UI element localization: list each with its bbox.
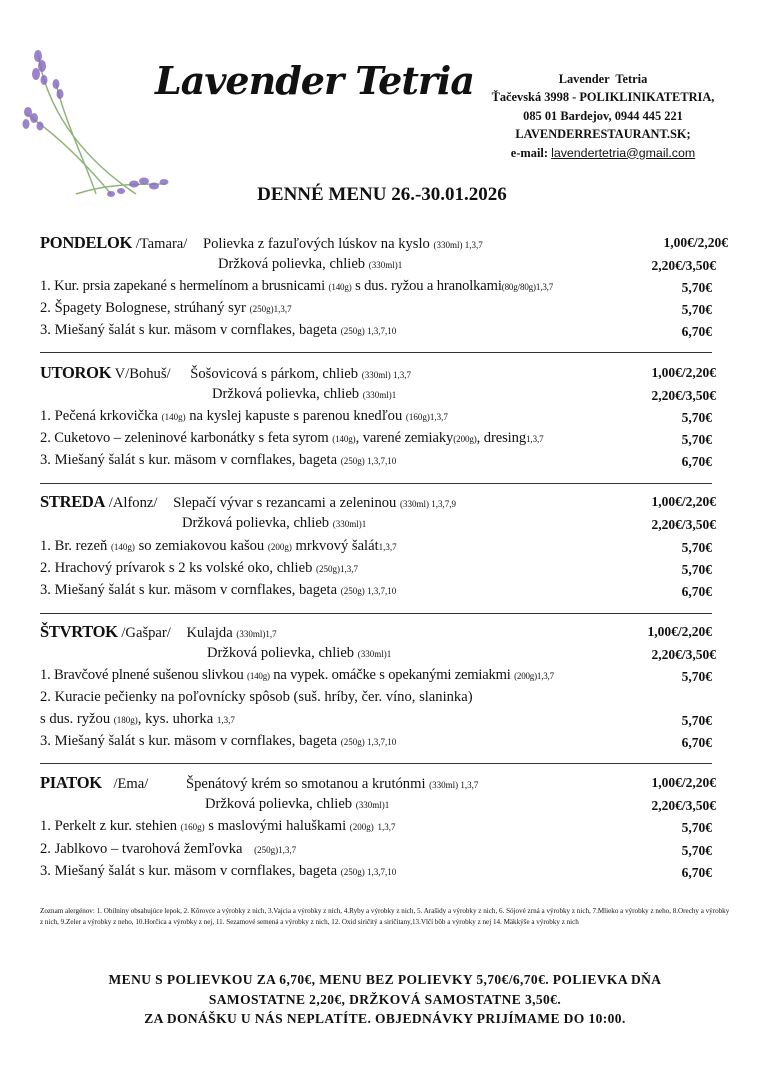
soup-text: Držková polievka, chlieb	[205, 796, 353, 812]
item-price: 6,70€	[681, 735, 712, 750]
contact-web: LAVENDERRESTAURANT.SK;	[515, 127, 691, 142]
soup-price: 1,00€/2,20€	[651, 775, 716, 790]
item-note: (180g)	[113, 715, 138, 725]
item-price: 5,70€	[681, 713, 712, 728]
footer-line: ZA DONÁŠKU U NÁS NEPLATÍTE. OBJEDNÁVKY PRIJÍMAME DO 10:00.	[144, 1011, 626, 1026]
item-text: 1. Br. rezeň	[40, 538, 108, 554]
contact-block	[478, 70, 728, 162]
soup-text: Polievka z fazuľových lúskov na kyslo	[203, 236, 430, 252]
item-note: (140g)	[247, 671, 270, 681]
contact-name: Lavender Tetria	[558, 72, 648, 86]
item-note: (250g) 1,3,7,10	[340, 456, 397, 466]
menu-item	[40, 408, 448, 425]
email-label: e-mail:	[510, 145, 548, 160]
soup-price: 2,20€/3,50€	[651, 798, 716, 813]
item-text: 1. Bravčové plnené sušenou slivkou	[40, 667, 244, 683]
soup-text: Kulajda	[186, 625, 233, 641]
day-name: ŠTVRTOK	[40, 622, 118, 641]
allergen-list: Zoznam alergénov: 1. Obilniny obsahujúce lepok, 2. Kôrovce a výrobky z nich, 3.Vajcia a výrobky z nich, 4.Ryby a výrobky z nich, 5. Arašidy a výrobky z nich, 6. Sójové zrná a výrobky z nich, 7.Mlieko a výrobky z neho, 8.Orechy a výrobky z nich, 9.Zeler a výrobky z neho, 10.Horčica a výrobky z nej, 11. Sezamové semená a výrobky z nich, 12. Oxid siričitý a siričitany,13.Vlčí bôb a výrobky z nej 14. Mäkkýše a výrobky z nich	[40, 907, 730, 926]
soup-note: (330ml) 1,3,7	[433, 240, 483, 250]
menu-item	[40, 689, 473, 706]
item-text: na kyslej kapuste s parenou knedľou	[185, 408, 403, 424]
menu-item	[40, 582, 396, 599]
item-note: (250g) 1,3,7,10	[340, 737, 397, 747]
item-text: 2. Kuracie pečienky na poľovnícky spôsob (suš. hríby, čer. víno, slaninka)	[40, 689, 473, 705]
day-name: STREDA	[40, 492, 106, 511]
item-text: 1. Pečená krkovička	[40, 408, 158, 424]
thursday-soup2-row	[207, 645, 391, 662]
item-note: (200g)	[267, 542, 292, 552]
day-name: PIATOK	[40, 773, 102, 792]
item-price: 6,70€	[681, 584, 712, 599]
soup-price: 1,00€/2,20€	[663, 235, 728, 250]
contact-city-phone: 085 01 Bardejov, 0944 445 221	[523, 108, 683, 123]
item-note: (160g)1,3,7	[405, 412, 448, 422]
wednesday-soup1-row	[40, 492, 456, 512]
item-price: 6,70€	[681, 454, 712, 469]
item-note: (200g)	[349, 822, 374, 832]
nameday: V/Bohuš/	[114, 366, 171, 382]
item-note: 1,3,7	[216, 715, 235, 725]
soup-price: 1,00€/2,20€	[647, 624, 712, 639]
friday-soup1-row	[40, 773, 478, 793]
item-price: 5,70€	[681, 562, 712, 577]
menu-item	[40, 278, 553, 295]
day-name: UTOROK	[40, 363, 112, 382]
menu-item	[40, 733, 396, 750]
contact-address: Ťačevská 3998 - POLIKLINIKATETRIA,	[491, 90, 715, 105]
contact-email-line	[478, 144, 728, 162]
soup-text: Slepačí vývar s rezancami a zeleninou	[173, 495, 397, 511]
lavender-illustration	[16, 44, 176, 204]
item-text: so zemiakovou kašou	[134, 538, 265, 554]
footer-line: SAMOSTATNE 2,20€, DRŽKOVÁ SAMOSTATNE 3,50€.	[208, 991, 562, 1007]
item-text: mrkvový šalát	[291, 538, 379, 554]
item-text: , varené zemiaky	[355, 430, 454, 446]
item-text: s maslovými haluškami	[204, 818, 347, 834]
item-text: 3. Miešaný šalát s kur. mäsom v cornflakes, bageta	[40, 452, 338, 468]
soup-note: (330ml)1	[357, 649, 392, 659]
item-note: (200g)	[453, 434, 477, 444]
item-price: 5,70€	[681, 302, 712, 317]
item-price: 6,70€	[681, 865, 712, 880]
item-note: (140g)	[161, 412, 186, 422]
soup-price: 2,20€/3,50€	[651, 388, 716, 403]
item-price: 5,70€	[681, 280, 712, 295]
item-note: (250g) 1,3,7,10	[340, 867, 397, 877]
menu-item	[40, 560, 358, 577]
divider	[40, 763, 712, 764]
nameday: /Alfonz/	[108, 495, 158, 511]
soup-text: Šošovicová s párkom, chlieb	[190, 366, 359, 382]
item-note: (200g)1,3,7	[514, 671, 554, 681]
soup-text: Špenátový krém so smotanou a krutónmi	[185, 776, 426, 792]
footer-notice	[40, 970, 730, 1029]
monday-soup2-row	[218, 256, 402, 273]
tuesday-soup1-row	[40, 363, 411, 383]
item-price: 6,70€	[681, 324, 712, 339]
soup-note: (330ml) 1,3,7	[361, 370, 411, 380]
soup-note: (330ml)1	[332, 519, 367, 529]
divider	[40, 483, 712, 484]
friday-soup2-row	[205, 796, 389, 813]
item-text: 3. Miešaný šalát s kur. mäsom v cornflakes, bageta	[40, 322, 338, 338]
tuesday-soup2-row	[212, 386, 396, 403]
menu-item	[40, 300, 292, 317]
menu-item	[40, 841, 296, 858]
nameday: /Ema/	[113, 776, 149, 792]
item-text: 2. Hrachový prívarok s 2 ks volské oko, chlieb	[40, 560, 313, 576]
item-price: 5,70€	[681, 843, 712, 858]
restaurant-logo: Lavender Tetria	[155, 58, 474, 103]
item-note: (80g/80g)1,3,7	[501, 282, 554, 292]
item-note: (250g)1,3,7	[316, 564, 359, 574]
soup-text: Držková polievka, chlieb	[212, 386, 360, 402]
item-text: 2. Cuketovo – zeleninové karbonátky s feta syrom	[40, 430, 329, 446]
soup-note: (330ml)1,7	[236, 629, 277, 639]
item-price: 5,70€	[681, 432, 712, 447]
wednesday-soup2-row	[182, 515, 366, 532]
soup-price: 2,20€/3,50€	[651, 258, 716, 273]
item-text: s dus. ryžou	[40, 711, 111, 727]
item-price: 5,70€	[681, 410, 712, 425]
item-text: 3. Miešaný šalát s kur. mäsom v cornflakes, bageta	[40, 582, 338, 598]
soup-note: (330ml)1	[355, 800, 390, 810]
nameday: /Gašpar/	[121, 625, 171, 641]
soup-text: Držková polievka, chlieb	[182, 515, 330, 531]
soup-price: 1,00€/2,20€	[651, 365, 716, 380]
monday-soup1-row	[40, 233, 483, 253]
item-note: 1,3,7	[378, 542, 397, 552]
email-link[interactable]: lavendertetria@gmail.com	[551, 145, 696, 160]
item-text: 3. Miešaný šalát s kur. mäsom v cornflakes, bageta	[40, 733, 338, 749]
soup-note: (330ml) 1,3,7,9	[400, 499, 457, 509]
item-note: (250g) 1,3,7,10	[340, 326, 397, 336]
menu-item	[40, 863, 396, 880]
item-price: 5,70€	[681, 669, 712, 684]
soup-note: (330ml) 1,3,7	[429, 780, 479, 790]
nameday: /Tamara/	[135, 236, 188, 252]
divider	[40, 352, 712, 353]
item-price: 5,70€	[681, 820, 712, 835]
item-text: 1. Kur. prsia zapekané s hermelínom a brusnicami	[40, 278, 325, 294]
item-text: , dresing	[476, 430, 527, 446]
item-text: 1. Perkelt z kur. stehien	[40, 818, 177, 834]
item-text: s dus. ryžou a hranolkami	[351, 278, 502, 294]
item-note: (140g)	[332, 434, 356, 444]
item-note: (140g)	[328, 282, 352, 292]
soup-note: (330ml)1	[368, 260, 403, 270]
item-text: 2. Jablkovo – tvarohová žemľovka	[40, 841, 243, 857]
menu-item	[40, 452, 396, 469]
soup-price: 2,20€/3,50€	[651, 517, 716, 532]
menu-item	[40, 711, 235, 728]
item-text: na vypek. omáčke s opekanými zemiakmi	[269, 667, 511, 683]
menu-item	[40, 538, 397, 555]
menu-item	[40, 667, 554, 684]
item-note: (250g)1,3,7	[249, 304, 292, 314]
item-note: (160g)	[180, 822, 205, 832]
soup-price: 2,20€/3,50€	[651, 647, 716, 662]
divider	[40, 613, 712, 614]
item-price: 5,70€	[681, 540, 712, 555]
item-text: 2. Špagety Bolognese, strúhaný syr	[40, 300, 246, 316]
item-text: , kys. uhorka	[137, 711, 214, 727]
day-name: PONDELOK	[40, 233, 133, 252]
soup-text: Držková polievka, chlieb	[218, 256, 366, 272]
menu-item	[40, 430, 544, 447]
footer-line: MENU S POLIEVKOU ZA 6,70€, MENU BEZ POLIEVKY 5,70€/6,70€. POLIEVKA DŇA	[108, 972, 662, 987]
item-note: (250g)1,3,7	[254, 845, 297, 855]
item-note: (140g)	[110, 542, 135, 552]
item-text: 3. Miešaný šalát s kur. mäsom v cornflakes, bageta	[40, 863, 338, 879]
item-note: (250g) 1,3,7,10	[340, 586, 397, 596]
soup-text: Držková polievka, chlieb	[207, 645, 355, 661]
item-note: 1,3,7	[377, 822, 396, 832]
soup-note: (330ml)1	[362, 390, 397, 400]
item-note: 1,3,7	[526, 434, 544, 444]
menu-title: DENNÉ MENU 26.-30.01.2026	[257, 184, 507, 205]
soup-price: 1,00€/2,20€	[651, 494, 716, 509]
menu-item	[40, 818, 395, 835]
menu-item	[40, 322, 396, 339]
thursday-soup1-row	[40, 622, 277, 642]
